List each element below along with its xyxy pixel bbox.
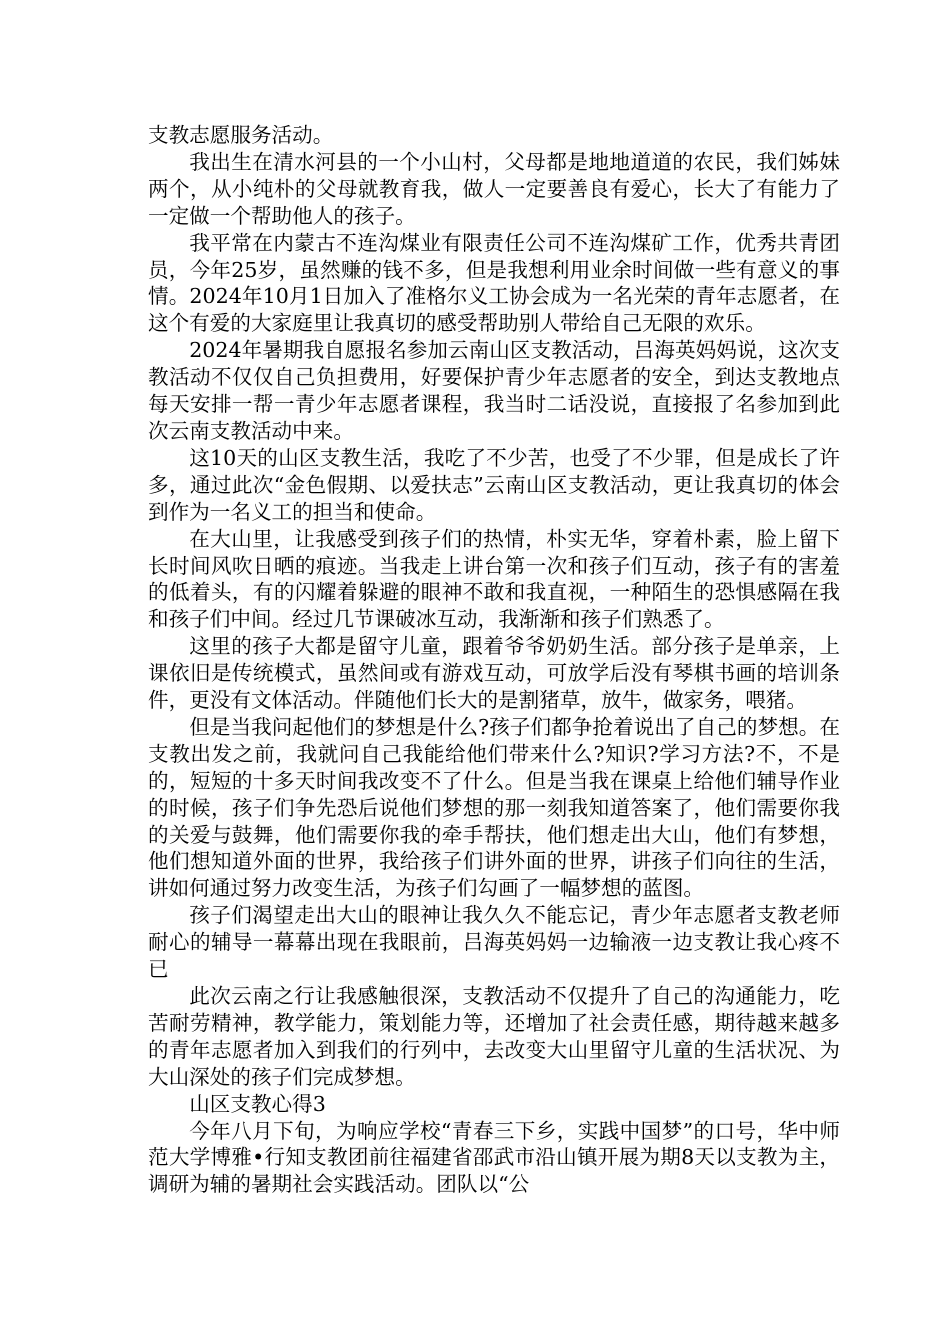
paragraph-9: 孩子们渴望走出大山的眼神让我久久不能忘记，青少年志愿者支教老师耐心的辅导一幕幕出现在我眼前，吕海英妈妈一边输液一边支教让我心疼不已	[148, 903, 840, 982]
paragraph-4: 2024年暑期我自愿报名参加云南山区支教活动，吕海英妈妈说，这次支教活动不仅仅自己负担费用，好要保护青少年志愿者的安全，到达支教地点每天安排一帮一青少年志愿者课程，我当时二话没说，直接报了名参加到此次云南支教活动中来。	[148, 338, 840, 443]
paragraph-3: 我平常在内蒙古不连沟煤业有限责任公司不连沟煤矿工作，优秀共青团员，今年25岁，虽然赚的钱不多，但是我想利用业余时间做一些有意义的事情。2024年10月1日加入了准格尔义工协会成为一名光荣的青年志愿者，在这个有爱的大家庭里让我真切的感受帮助别人带给自己无限的欢乐。	[148, 230, 840, 336]
paragraph-5: 这10天的山区支教生活，我吃了不少苦，也受了不少罪，但是成长了许多，通过此次“金色假期、以爱扶志”云南山区支教活动，更让我真切的体会到作为一名义工的担当和使命。	[148, 445, 840, 524]
paragraph-8: 但是当我问起他们的梦想是什么?孩子们都争抢着说出了自己的梦想。在支教出发之前，我就问自己我能给他们带来什么?知识?学习方法?不，不是的，短短的十多天时间我改变不了什么。但是当我在课桌上给他们辅导作业的时候，孩子们争先恐后说他们梦想的那一刻我知道答案了，他们需要你我的关爱与鼓舞，他们需要你我的牵手帮扶，他们想走出大山，他们有梦想，他们想知道外面的世界，我给孩子们讲外面的世界，讲孩子们向往的生活，讲如何通过努力改变生活，为孩子们勾画了一幅梦想的蓝图。	[148, 714, 840, 901]
paragraph-12: 今年八月下旬，为响应学校“青春三下乡，实践中国梦”的口号，华中师范大学博雅•行知支教团前往福建省邵武市沿山镇开展为期8天以支教为主，调研为辅的暑期社会实践活动。团队以“公	[148, 1118, 840, 1197]
paragraph-2: 我出生在清水河县的一个小山村，父母都是地地道道的农民，我们姊妹两个，从小纯朴的父母就教育我，做人一定要善良有爱心，长大了有能力了一定做一个帮助他人的孩子。	[148, 149, 840, 228]
section-heading: 山区支教心得3	[189, 1091, 326, 1116]
paragraph-10: 此次云南之行让我感触很深，支教活动不仅提升了自己的沟通能力，吃苦耐劳精神，教学能力，策划能力等，还增加了社会责任感，期待越来越多的青年志愿者加入到我们的行列中，去改变大山里留守儿童的生活状况、为大山深处的孩子们完成梦想。	[148, 984, 840, 1089]
paragraph-7: 这里的孩子大都是留守儿童，跟着爷爷奶奶生活。部分孩子是单亲，上课依旧是传统模式，虽然间或有游戏互动，可放学后没有琴棋书画的培训条件，更没有文体活动。伴随他们长大的是割猪草，放牛，做家务，喂猪。	[148, 634, 840, 713]
paragraph-1: 支教志愿服务活动。	[148, 123, 334, 147]
document-body	[148, 122, 840, 1198]
paragraph-6: 在大山里，让我感受到孩子们的热情，朴实无华，穿着朴素，脸上留下长时间风吹日晒的痕迹。当我走上讲台第一次和孩子们互动，孩子有的害羞的低着头，有的闪耀着躲避的眼神不敢和我直视，一种陌生的恐惧感隔在我和孩子们中间。经过几节课破冰互动，我渐渐和孩子们熟悉了。	[148, 526, 840, 632]
